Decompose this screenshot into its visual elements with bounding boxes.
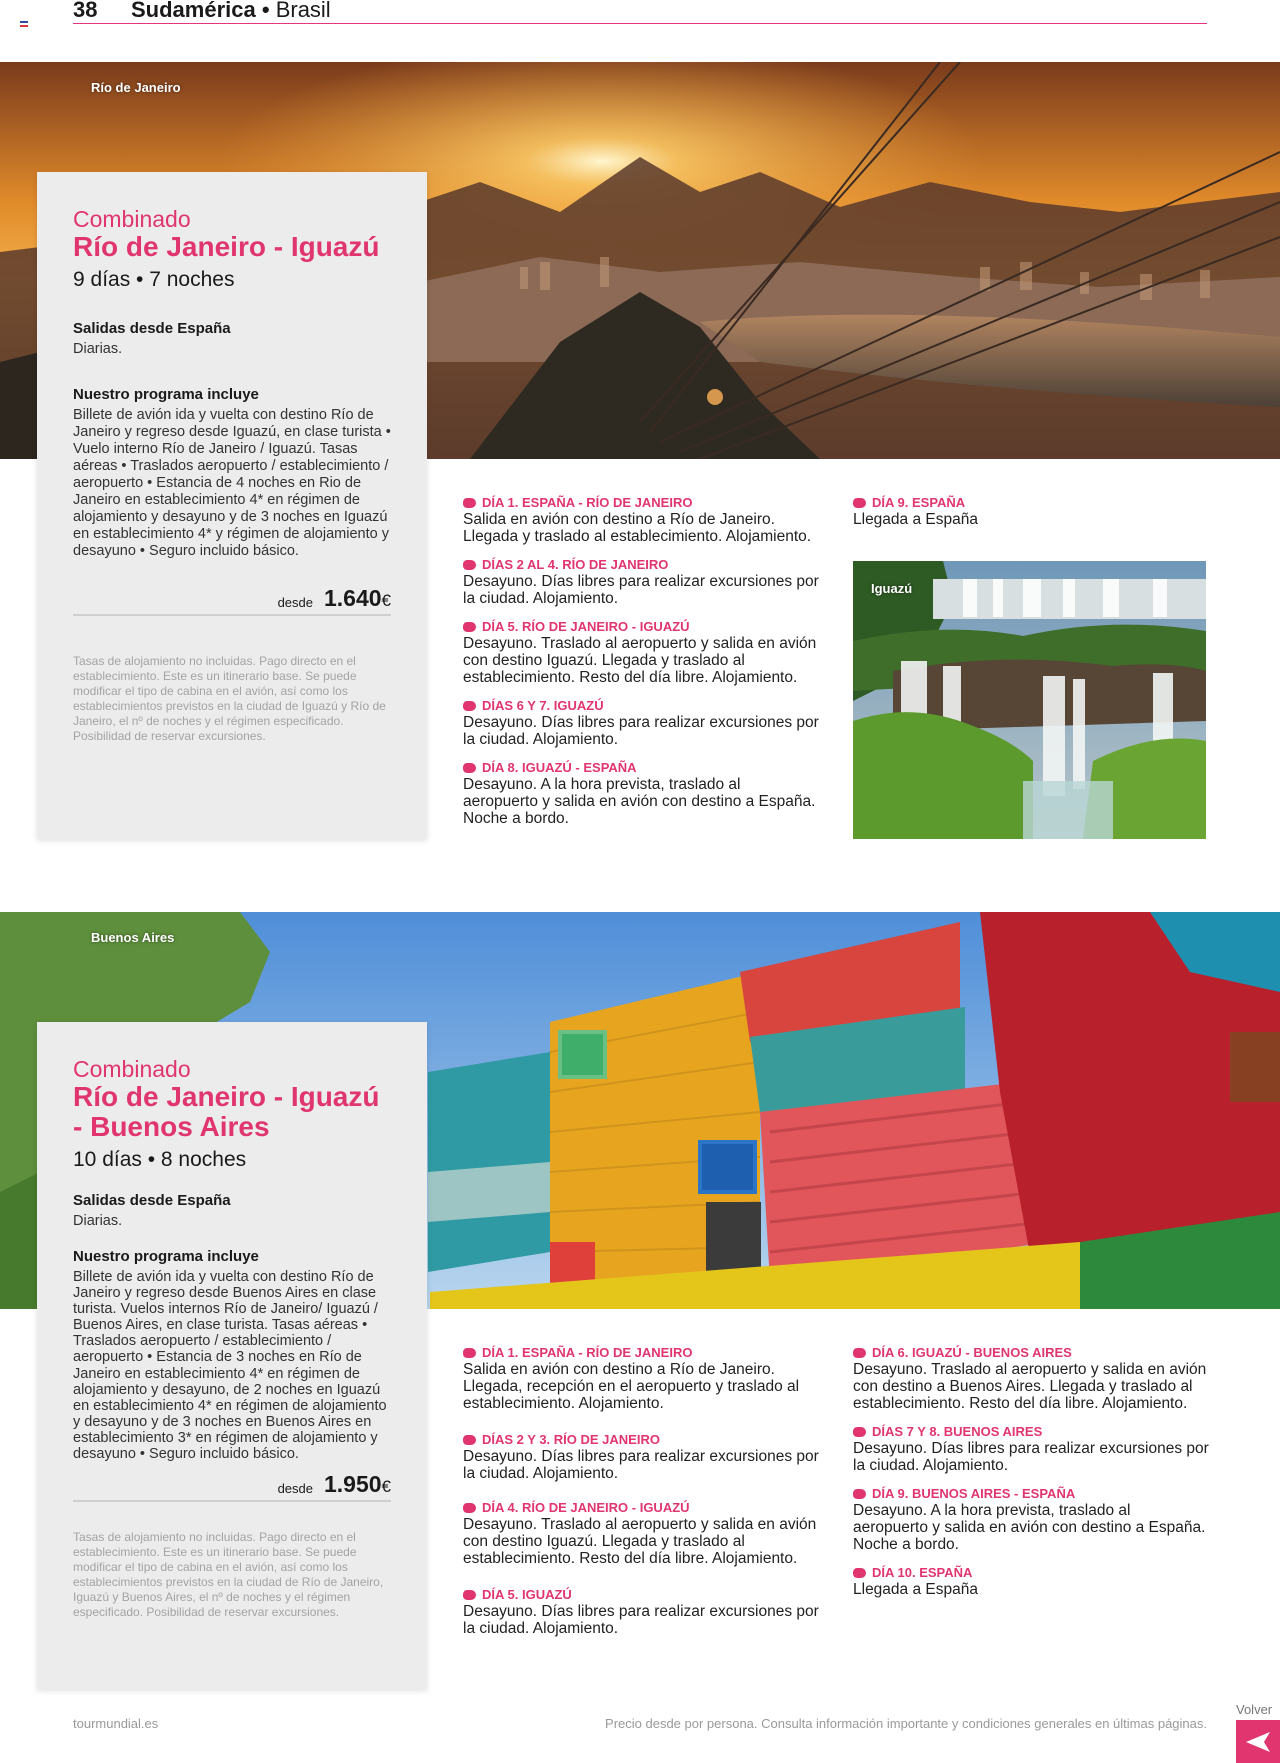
- itinerary-day-text: Desayuno. Días libres para realizar excursiones por la ciudad. Alojamiento.: [463, 1603, 819, 1637]
- itinerary-day: [463, 760, 819, 827]
- itinerary-day: [853, 1345, 1209, 1412]
- itinerary-day-text: Desayuno. Días libres para realizar excursiones por la ciudad. Alojamiento.: [463, 573, 819, 607]
- bullet-icon: [463, 763, 476, 773]
- bullet-icon: [853, 1489, 866, 1499]
- tour-duration: 9 días • 7 noches: [73, 268, 235, 291]
- footer-note: Precio desde por persona. Consulta información importante y condiciones generales en últimas páginas.: [605, 1716, 1207, 1731]
- tour-title-line1: Río de Janeiro - Iguazú: [73, 1081, 380, 1112]
- itinerary-day-title: DÍA 4. RÍO DE JANEIRO - IGUAZÚ: [463, 1500, 819, 1516]
- itinerary-day-title: DÍAS 2 AL 4. RÍO DE JANEIRO: [463, 557, 819, 573]
- departures-heading: Salidas desde España: [73, 1192, 231, 1209]
- itinerary-day: [853, 495, 1209, 528]
- itinerary-day-text: Desayuno. Días libres para realizar excursiones por la ciudad. Alojamiento.: [463, 714, 819, 748]
- itinerary-day-text: Desayuno. Días libres para realizar excursiones por la ciudad. Alojamiento.: [853, 1440, 1209, 1474]
- tour-kicker: Combinado: [73, 206, 191, 232]
- itinerary-day-title: DÍA 1. ESPAÑA - RÍO DE JANEIRO: [463, 1345, 819, 1361]
- itinerary-day: [463, 1345, 819, 1412]
- price-currency: €: [381, 1477, 391, 1497]
- departures-heading: Salidas desde España: [73, 320, 231, 337]
- itinerary-day: [853, 1565, 1209, 1598]
- itinerary-day-title: DÍA 1. ESPAÑA - RÍO DE JANEIRO: [463, 495, 819, 511]
- photo-label-iguazu: Iguazú: [871, 581, 913, 596]
- tour-card-rio-iguazu-buenos-aires: [37, 1022, 427, 1689]
- bullet-icon: [853, 1348, 866, 1358]
- photo-label-buenos-aires: Buenos Aires: [91, 930, 175, 945]
- bullet-icon: [463, 701, 476, 711]
- tour-duration: 10 días • 8 noches: [73, 1148, 247, 1171]
- price-currency: €: [381, 591, 391, 610]
- bullet-icon: [853, 1427, 866, 1437]
- price-from-label: desde: [277, 1481, 313, 1497]
- departures-text: Diarias.: [73, 1213, 123, 1229]
- fine-print: Tasas de alojamiento no incluidas. Pago directo en el establecimiento. Este es un itinerario base. Se puede modificar el tipo de cabina en el avión, así como los establecimientos previstos en la ciudad de Río de Janeiro, Iguazú y Buenos Aires, el nº de noches y el régimen especificado. Posibilidad de reservar excursiones.: [73, 1530, 384, 1620]
- itinerary-day-text: Llegada a España: [853, 1581, 978, 1598]
- itinerary-day-title: DÍA 10. ESPAÑA: [853, 1565, 1209, 1581]
- back-arrow-icon: [1244, 1730, 1272, 1754]
- bullet-icon: [463, 622, 476, 632]
- itinerary-day-title: DÍA 9. ESPAÑA: [853, 495, 1209, 511]
- country-name: Brasil: [275, 0, 331, 22]
- includes-heading: Nuestro programa incluye: [73, 386, 259, 403]
- bullet-icon: [463, 560, 476, 570]
- itinerary-day-text: Salida en avión con destino a Río de Janeiro. Llegada y traslado al establecimiento. Alojamiento.: [463, 511, 812, 545]
- price-amount: [324, 1471, 391, 1498]
- tour-card-rio-iguazu: [37, 172, 427, 839]
- itinerary-day-text: Salida en avión con destino a Río de Janeiro. Llegada, recepción en el aeropuerto y traslado al establecimiento. Alojamiento.: [463, 1361, 800, 1412]
- departures-text: Diarias.: [73, 341, 123, 357]
- includes-text: Billete de avión ida y vuelta con destino Río de Janeiro y regreso desde Iguazú, en clase turista • Vuelo interno Río de Janeiro / Iguazú. Tasas aéreas • Traslados aeropuerto / establecimiento / aeropuerto • Estancia de 4 noches en Rio de Janeiro en establecimiento 4* en régimen de alojamiento y desayuno y de 3 noches en Iguazú en establecimiento 4* y régimen de alojamiento y desayuno • Seguro incluido básico.: [73, 407, 391, 559]
- page-section-title: [131, 0, 331, 23]
- itinerary-day: [463, 495, 819, 545]
- page-header: [73, 0, 1207, 24]
- itinerary-day-text: Desayuno. Traslado al aeropuerto y salida en avión con destino Iguazú. Llegada y traslado al establecimiento. Resto del día libre. Alojamiento.: [463, 1516, 817, 1567]
- tour-title-line2: - Buenos Aires: [73, 1111, 270, 1142]
- itinerary-day-title: DÍAS 6 Y 7. IGUAZÚ: [463, 698, 819, 714]
- itinerary-day-text: Desayuno. Traslado al aeropuerto y salida en avión con destino Iguazú. Llegada y traslado al establecimiento. Resto del día libre. Alojamiento.: [463, 635, 817, 686]
- photo-iguazu-falls: [853, 561, 1206, 839]
- photo-label-rio: Río de Janeiro: [91, 80, 181, 95]
- bullet-icon: [853, 1568, 866, 1578]
- itinerary-day-title: DÍA 5. IGUAZÚ: [463, 1587, 819, 1603]
- price-block: [73, 586, 391, 616]
- itinerary-day-text: Desayuno. Días libres para realizar excursiones por la ciudad. Alojamiento.: [463, 1448, 819, 1482]
- itinerary-day-text: Desayuno. A la hora prevista, traslado al aeropuerto y salida en avión con destino a España. Noche a bordo.: [463, 776, 816, 827]
- back-button[interactable]: [1236, 1720, 1280, 1763]
- itinerary-day: [463, 1432, 819, 1482]
- itinerary-day-title: DÍA 6. IGUAZÚ - BUENOS AIRES: [853, 1345, 1209, 1361]
- itinerary-day-title: DÍA 5. RÍO DE JANEIRO - IGUAZÚ: [463, 619, 819, 635]
- itinerary-day: [463, 698, 819, 748]
- itinerary-day: [463, 1587, 819, 1637]
- page-number: 38: [73, 0, 98, 22]
- bullet-icon: [463, 1435, 476, 1445]
- price-value: 1.640: [323, 585, 382, 611]
- language-flag-icon: [20, 21, 28, 27]
- bullet-icon: [463, 1503, 476, 1513]
- itinerary-day: [463, 1500, 819, 1567]
- bullet-icon: [853, 498, 866, 508]
- itinerary-day: [463, 557, 819, 607]
- fine-print: Tasas de alojamiento no incluidas. Pago directo en el establecimiento. Este es un itinerario base. Se puede modificar el tipo de cabina en el avión, así como los establecimientos previstos en la ciudad de Iguazú y Río de Janeiro, el nº de noches y el régimen especificado. Posibilidad de reservar excursiones.: [73, 654, 386, 743]
- itinerary-day-title: DÍA 8. IGUAZÚ - ESPAÑA: [463, 760, 819, 776]
- itinerary-day: [853, 1486, 1209, 1553]
- footer-site[interactable]: tourmundial.es: [73, 1716, 159, 1731]
- price-block: [73, 1472, 391, 1502]
- price-amount: [324, 585, 391, 612]
- bullet-icon: [463, 498, 476, 508]
- itinerary-day-text: Desayuno. A la hora prevista, traslado al aeropuerto y salida en avión con destino a España. Noche a bordo.: [853, 1502, 1206, 1553]
- itinerary-day-text: Desayuno. Traslado al aeropuerto y salida en avión con destino a Buenos Aires. Llegada y traslado al establecimiento. Resto del día libre. Alojamiento.: [853, 1361, 1207, 1412]
- itinerary-day-title: DÍA 9. BUENOS AIRES - ESPAÑA: [853, 1486, 1209, 1502]
- back-label[interactable]: Volver: [1236, 1702, 1273, 1717]
- region-name: Sudamérica: [131, 0, 256, 22]
- itinerary-day: [463, 619, 819, 686]
- tour-title: Río de Janeiro - Iguazú: [73, 231, 380, 262]
- price-value: 1.950: [323, 1471, 382, 1498]
- itinerary-day-title: DÍAS 7 Y 8. BUENOS AIRES: [853, 1424, 1209, 1440]
- includes-heading: Nuestro programa incluye: [73, 1248, 259, 1265]
- itinerary-day-title: DÍAS 2 Y 3. RÍO DE JANEIRO: [463, 1432, 819, 1448]
- itinerary-day-text: Llegada a España: [853, 511, 978, 528]
- itinerary-day: [853, 1424, 1209, 1474]
- tour-kicker: Combinado: [73, 1056, 191, 1082]
- bullet-icon: [463, 1348, 476, 1358]
- includes-text: Billete de avión ida y vuelta con destino Río de Janeiro y regreso desde Buenos Aires en clase turista. Vuelos internos Río de Janeiro/ Iguazú / Buenos Aires, en clase turista. Tasas aéreas • Traslados aeropuerto / establecimiento / aeropuerto • Estancia de 3 noches en Río de Janeiro en establecimiento 4* en régimen de alojamiento y desayuno, de 2 noches en Iguazú en establecimiento 4* en régimen de alojamiento y desayuno y de 3 noches en Buenos Aires en establecimiento 3* en régimen de alojamiento y desayuno • Seguro incluido básico.: [73, 1269, 387, 1463]
- price-from-label: desde: [277, 595, 313, 610]
- bullet-icon: [463, 1590, 476, 1600]
- title-separator: •: [261, 0, 270, 22]
